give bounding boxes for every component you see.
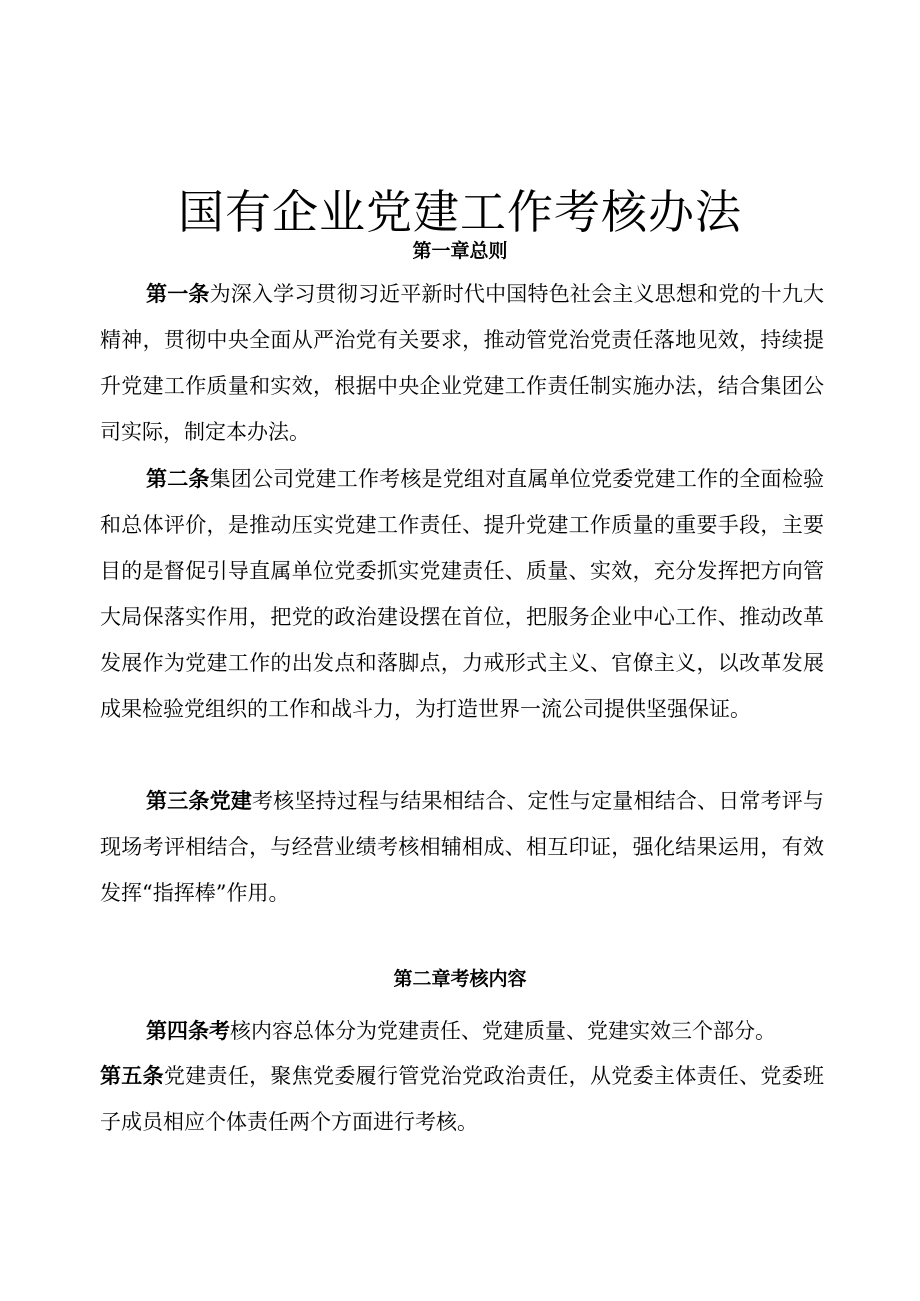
article-label: 第一条 — [146, 282, 210, 306]
chapter-heading-2: 第二章考核内容 — [393, 968, 527, 990]
article-text: 核内容总体分为党建责任、党建质量、党建实效三个部分。 — [230, 1019, 776, 1043]
article-text: 为深入学习贯彻习近平新时代中国特色社会主义思想和党的十九大精神，贯彻中央全面从严治党有关要求，推动管党治党责任落地见效，持续提升党建工作质量和实效，根据中央企业党建工作责任制实施办法，结合集团公司实际，制定本办法。 — [100, 282, 825, 444]
article-label: 第三条党建 — [146, 789, 252, 813]
article-4 — [100, 1008, 824, 1054]
article-5 — [100, 1053, 824, 1145]
document-title: 国有企业党建工作考核办法 — [178, 185, 742, 239]
article-2 — [100, 456, 824, 732]
article-text: 集团公司党建工作考核是党组对直属单位党委党建工作的全面检验和总体评价，是推动压实党建工作责任、提升党建工作质量的重要手段，主要目的是督促引导直属单位党委抓实党建责任、质量、实效，充分发挥把方向管大局保落实作用，把党的政治建设摆在首位，把服务企业中心工作、推动改革发展作为党建工作的出发点和落脚点，力戒形式主义、官僚主义，以改革发展成果检验党组织的工作和战斗力，为打造世界一流公司提供坚强保证。 — [100, 467, 825, 721]
article-text: 考核坚持过程与结果相结合、定性与定量相结合、日常考评与现场考评相结合，与经营业绩考核相辅相成、相互印证，强化结果运用，有效发挥“指挥棒”作用。 — [100, 789, 824, 905]
article-1 — [100, 271, 824, 455]
article-text: 党建责任，聚焦党委履行管党治党政治责任，从党委主体责任、党委班子成员相应个体责任两个方面进行考核。 — [100, 1064, 825, 1134]
chapter-heading-1: 第一章总则 — [412, 240, 508, 262]
article-label: 第五条 — [100, 1064, 164, 1088]
article-label: 第四条考 — [146, 1019, 230, 1043]
article-3 — [100, 778, 824, 916]
article-label: 第二条 — [146, 467, 210, 491]
